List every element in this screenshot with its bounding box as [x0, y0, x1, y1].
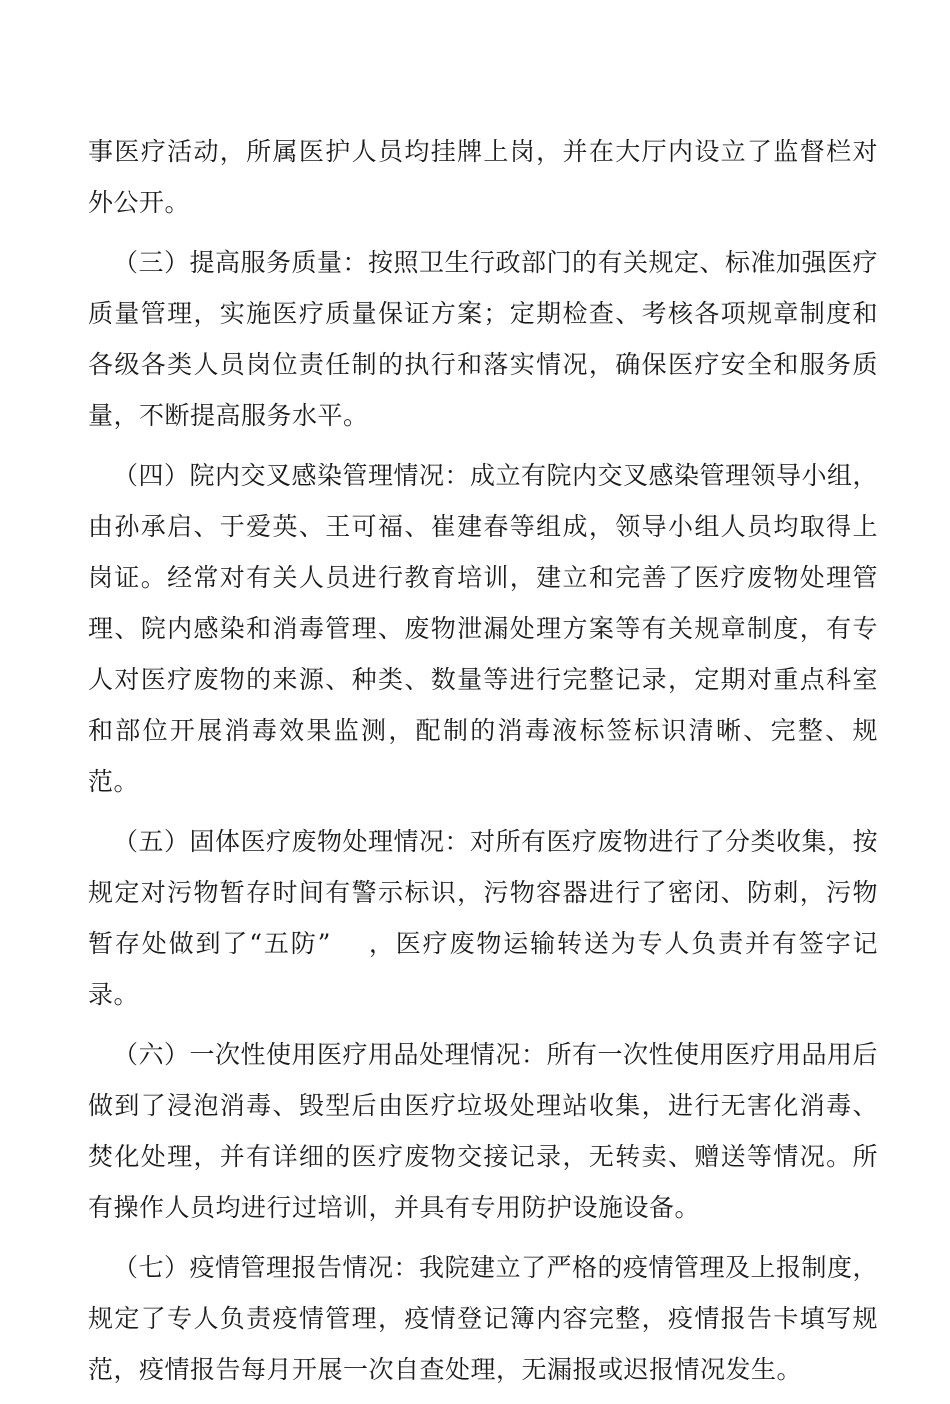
paragraph-continuation: 事医疗活动，所属医护人员均挂牌上岗，并在大厅内设立了监督栏对外公开。 — [88, 137, 878, 217]
document-body — [88, 126, 878, 1404]
paragraph-infection-control: （四）院内交叉感染管理情况：成立有院内交叉感染管理领导小组，由孙承启、于爱英、王可福、崔建春等组成，领导小组人员均取得上岗证。经常对有关人员进行教育培训，建立和完善了医疗废物处理管理、院内感染和消毒管理、废物泄漏处理方案等有关规章制度，有专人对医疗废物的来源、种类、数量等进行完整记录，定期对重点科室和部位开展消毒效果监测，配制的消毒液标签标识清晰、完整、规范。 — [88, 461, 879, 796]
paragraph-service-quality: （三）提高服务质量：按照卫生行政部门的有关规定、标准加强医疗质量管理，实施医疗质量保证方案；定期检查、考核各项规章制度和各级各类人员岗位责任制的执行和落实情况，确保医疗安全和服务质量，不断提高服务水平。 — [88, 248, 879, 430]
paragraph-epidemic-reporting: （七）疫情管理报告情况：我院建立了严格的疫情管理及上报制度，规定了专人负责疫情管理，疫情登记簿内容完整，疫情报告卡填写规范，疫情报告每月开展一次自查处理，无漏报或迟报情况发生。 — [88, 1253, 879, 1384]
paragraph-solid-waste: （五）固体医疗废物处理情况：对所有医疗废物进行了分类收集，按规定对污物暂存时间有警示标识，污物容器进行了密闭、防刺，污物暂存处做到了“五防” ，医疗废物运输转送为专人负责并有签字记录。 — [88, 827, 879, 1009]
paragraph-disposable-supplies: （六）一次性使用医疗用品处理情况：所有一次性使用医疗用品用后做到了浸泡消毒、毁型后由医疗垃圾处理站收集，进行无害化消毒、焚化处理，并有详细的医疗废物交接记录，无转卖、赠送等情况。所有操作人员均进行过培训，并具有专用防护设施设备。 — [88, 1040, 879, 1222]
